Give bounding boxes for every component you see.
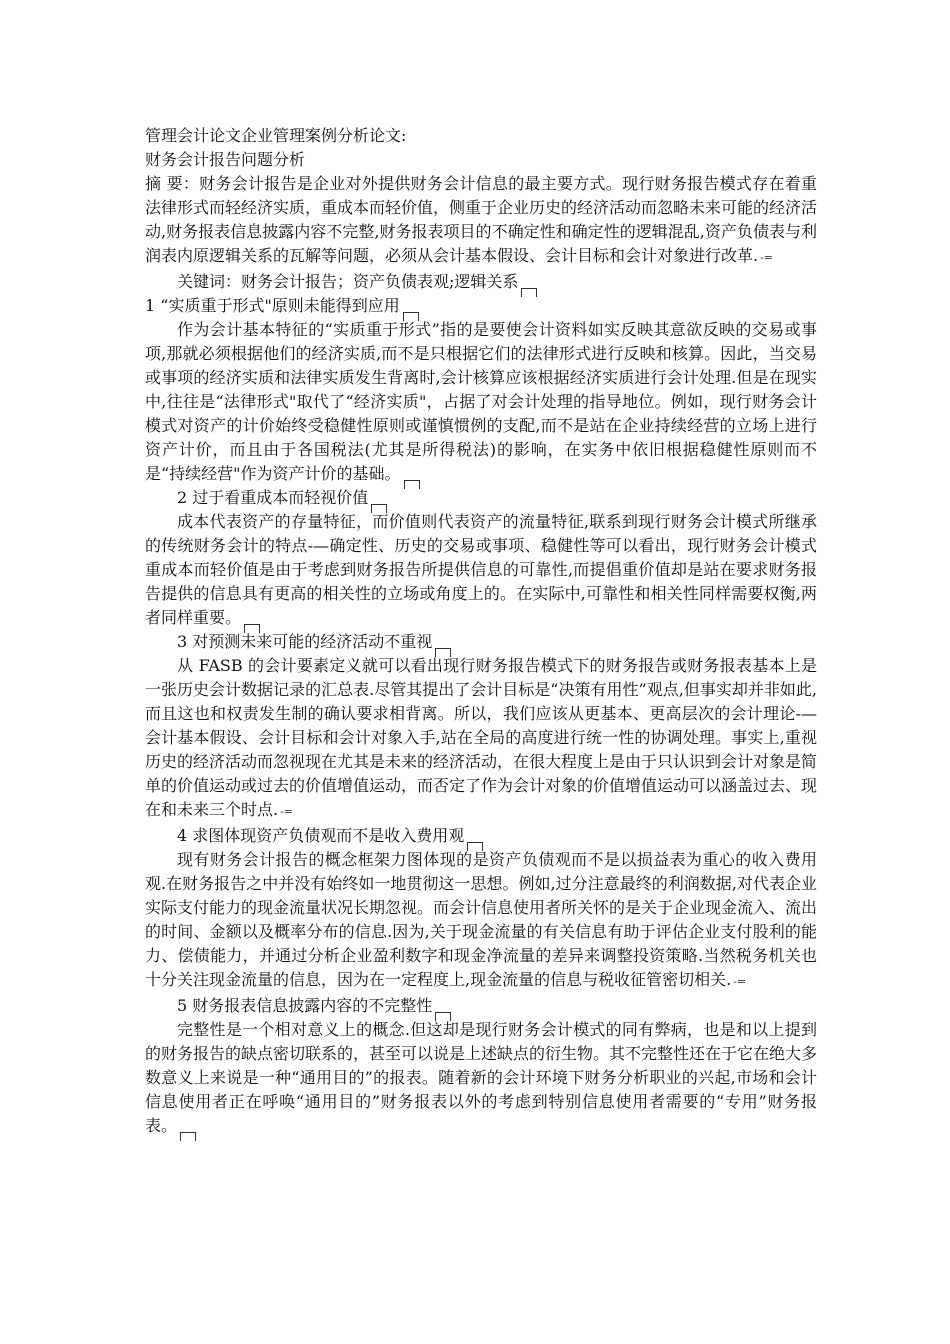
section-heading: [145, 294, 817, 318]
section-heading-text: 1 “实质重于形式"原则未能得到应用: [145, 296, 400, 315]
section-heading-text: 3 对预测未来可能的经济活动不重视: [177, 632, 433, 651]
abstract-paragraph: [145, 172, 817, 270]
section-body: [145, 848, 817, 994]
paragraph-mark-icon: [521, 288, 537, 297]
paragraph-mark-icon: [371, 504, 387, 513]
paragraph-mark-icon: [244, 624, 260, 633]
document-subtitle: 财务会计报告问题分析: [145, 150, 306, 169]
section-body: [145, 510, 817, 630]
paragraph-mark-icon: [403, 312, 419, 321]
paragraph-end-mark: -=: [280, 805, 294, 818]
section-body-text: 成本代表资产的存量特征，而价值则代表资产的流量特征,联系到现行财务会计模式所继承的传统财务会计的特点-—确定性、历史的交易或事项、稳健性等可以看出，现行财务会计模式重成本而轻价值是由于考虑到财务报告所提供信息的可靠性,而提倡重价值却是站在要求财务报告提供的信息具有更高的相关性的立场或角度上的。在实际中,可靠性和相关性同样需要权衡,两者同样重要。: [145, 512, 817, 627]
keywords-line: [145, 270, 817, 294]
section-heading-text: 2 过于看重成本而轻视价值: [177, 488, 369, 507]
paragraph-mark-icon: [435, 1012, 451, 1021]
document-page: [145, 124, 817, 1138]
section-body: [145, 1018, 817, 1138]
section-body-text: 作为会计基本特征的“实质重于形式”指的是要使会计资料如实反映其意欲反映的交易或事项,那就必须根据他们的经济实质,而不是只根据它们的法律形式进行反映和核算。因此，当交易或事项的经济实质和法律实质发生背离时,会计核算应该根据经济实质进行会计处理.但是在现实中,往往是“法律形式"取代了“经济实质"，占据了对会计处理的指导地位。例如，现行财务会计模式对资产的计价始终受稳健性原则或谨慎惯例的支配,而不是站在企业持续经营的立场上进行资产计价，而且由于各国税法(尤其是所得税法)的影响，在实务中依旧根据稳健性原则而不是“持续经营"作为资产计价的基础。: [145, 320, 817, 483]
section-body-text: 现有财务会计报告的概念框架力图体现的是资产负债观而不是以损益表为重心的收入费用观.在财务报告之中并没有始终如一地贯彻这一思想。例如,过分注意最终的利润数据,对代表企业实际支付能力的现金流量状况长期忽视。而会计信息使用者所关怀的是关于企业现金流入、流出的时间、金额以及概率分布的信息.因为,关于现金流量的有关信息有助于评估企业支付股利的能力、偿债能力，并通过分析企业盈利数字和现金净流量的差异来调整投资策略.当然税务机关也十分关注现金流量的信息，因为在一定程度上,现金流量的信息与税收征管密切相关.: [145, 850, 818, 989]
section-body: [145, 654, 817, 824]
section-body-text: 完整性是一个相对意义上的概念.但这却是现行财务会计模式的同有弊病，也是和以上提到的财务报告的缺点密切联系的，甚至可以说是上述缺点的衍生物。其不完整性还在于它在绝大多数意义上来说是一种“通用目的”的报表。随着新的会计环境下财务分析职业的兴起,市场和会计信息使用者正在呼唤“通用目的”财务报表以外的考虑到特别信息使用者需要的“专用”财务报表。: [145, 1020, 818, 1135]
keywords-text: 关键词：财务会计报告；资产负债表观;逻辑关系: [177, 272, 519, 291]
document-title: 管理会计论文企业管理案例分析论文:: [145, 126, 407, 145]
section-heading-text: 4 求图体现资产负债观而不是收入费用观: [177, 826, 465, 845]
section-body-text: 从 FASB 的会计要素定义就可以看出现行财务报告模式下的财务报告或财务报表基本上是一张历史会计数据记录的汇总表.尽管其提出了会计目标是“决策有用性”观点,但事实却并非如此,而且这也和权责发生制的确认要求相背离。所以，我们应该从更基本、更高层次的会计理论-—会计基本假设、会计目标和会计对象入手,站在全局的高度进行统一性的协调处理。事实上,重视历史的经济活动而忽视现在尤其是未来的经济活动，在很大程度上是由于只认识到会计对象是简单的价值运动或过去的价值增值运动，而否定了作为会计对象的价值增值运动可以涵盖过去、现在和未来三个时点.: [145, 656, 818, 819]
paragraph-mark-icon: [435, 648, 451, 657]
paragraph-mark-icon: [467, 842, 483, 851]
paragraph-end-mark: -=: [760, 251, 774, 264]
section-heading: [145, 824, 817, 848]
abstract-text: 摘 要：财务会计报告是企业对外提供财务会计信息的最主要方式。现行财务报告模式存在着重法律形式而轻经济实质，重成本而轻价值，侧重于企业历史的经济活动而忽略未来可能的经济活动,财务报表信息披露内容不完整,财务报表项目的不确定性和确定性的逻辑混乱,资产负债表与利润表内原逻辑关系的瓦解等问题，必须从会计基本假设、会计目标和会计对象进行改革.: [145, 174, 818, 265]
section-heading: [145, 994, 817, 1018]
section-heading-text: 5 财务报表信息披露内容的不完整性: [177, 996, 433, 1015]
paragraph-mark-icon: [180, 1132, 196, 1141]
section-body: [145, 318, 817, 486]
section-heading: [145, 630, 817, 654]
paragraph-end-mark: -=: [733, 975, 747, 988]
section-heading: [145, 486, 817, 510]
paragraph-mark-icon: [404, 480, 420, 489]
